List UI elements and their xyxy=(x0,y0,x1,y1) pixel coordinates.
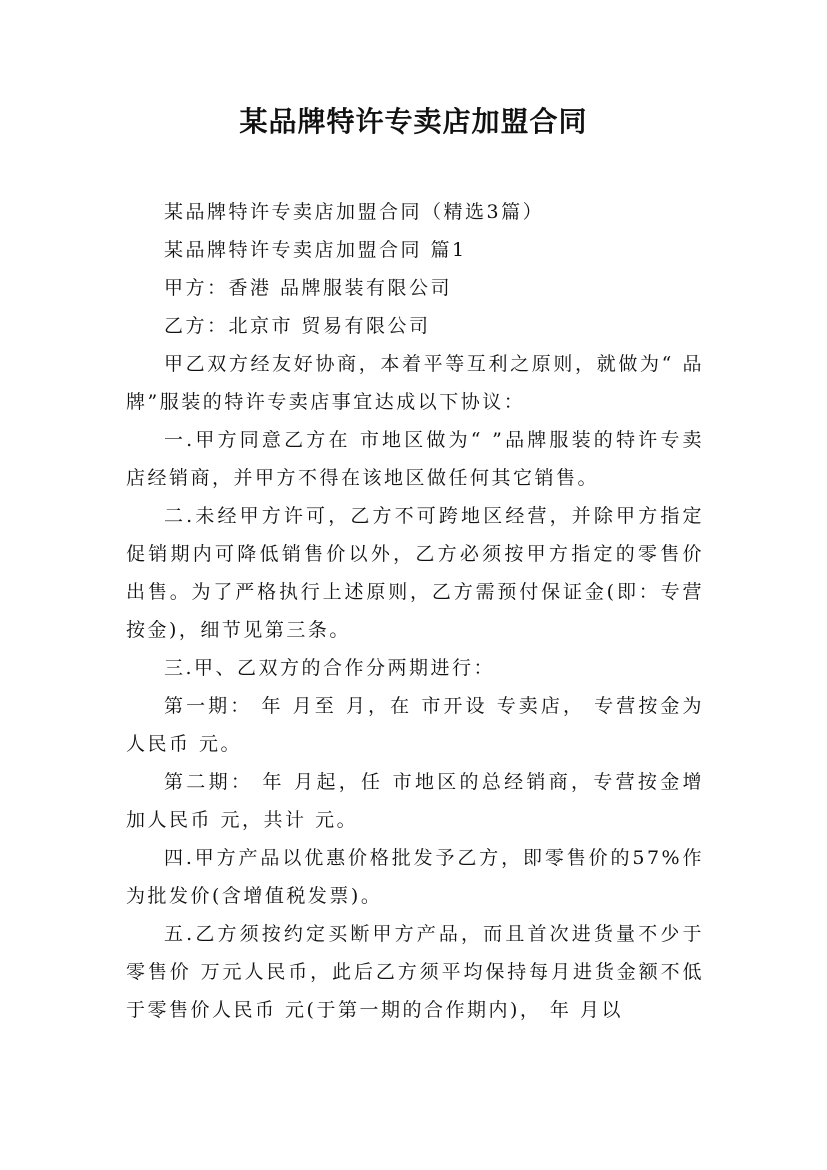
paragraph-clause-2: 二.未经甲方许可，乙方不可跨地区经营，并除甲方指定促销期内可降低销售价以外，乙方必须按甲方指定的零售价出售。为了严格执行上述原则，乙方需预付保证金(即：专营按金)，细节见第三条。 xyxy=(126,505,704,641)
paragraph-clause-5: 五.乙方须按约定买断甲方产品，而且首次进货量不少于零售价 万元人民币，此后乙方须平均保持每月进货金额不低于零售价人民币 元(于第一期的合作期内)， 年 月以 xyxy=(126,923,704,1021)
paragraph-phase-1: 第一期： 年 月至 月，在 市开设 专卖店， 专营按金为人民币 元。 xyxy=(126,695,704,755)
document-title: 某品牌特许专卖店加盟合同 xyxy=(239,105,588,138)
paragraph-subtitle: 某品牌特许专卖店加盟合同（精选3篇） xyxy=(164,201,545,223)
document-body xyxy=(126,193,704,1029)
paragraph-preamble: 甲乙双方经友好协商，本着平等互利之原则，就做为“ 品牌”服装的特许专卖店事宜达成以下协议： xyxy=(126,353,704,413)
paragraph-section-heading: 某品牌特许专卖店加盟合同 篇1 xyxy=(164,239,467,261)
paragraph-clause-1: 一.甲方同意乙方在 市地区做为“ ”品牌服装的特许专卖店经销商，并甲方不得在该地区做任何其它销售。 xyxy=(126,429,704,489)
paragraph-phase-2: 第二期： 年 月起，任 市地区的总经销商，专营按金增加人民币 元，共计 元。 xyxy=(126,771,704,831)
paragraph-clause-4: 四.甲方产品以优惠价格批发予乙方，即零售价的57%作为批发价(含增值税发票)。 xyxy=(126,847,704,907)
paragraph-party-a: 甲方：香港 品牌服装有限公司 xyxy=(164,277,453,299)
paragraph-party-b: 乙方：北京市 贸易有限公司 xyxy=(164,315,431,337)
paragraph-clause-3: 三.甲、乙双方的合作分两期进行： xyxy=(164,657,496,679)
